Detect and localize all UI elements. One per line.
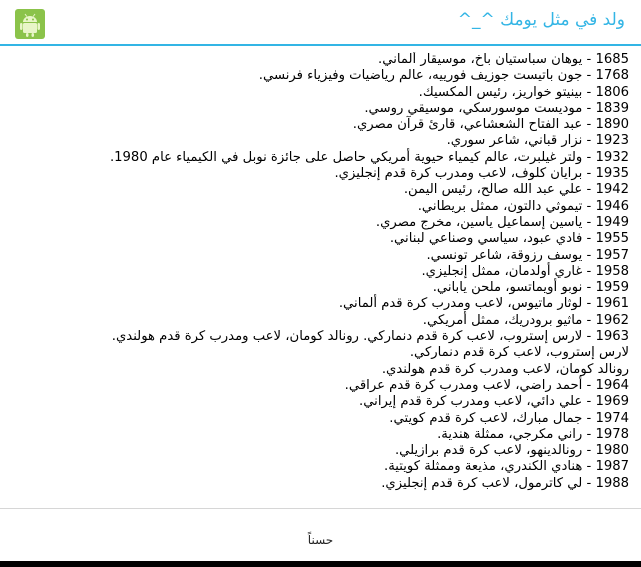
list-item: 1964 - أحمد راضي، لاعب ومدرب كرة قدم عراقي.	[344, 377, 629, 393]
list-item: 1949 - ياسين إسماعيل ياسين، مخرج مصري.	[375, 214, 629, 230]
list-item: 1890 - عبد الفتاح الشعشاعي، قارئ قرآن مصري.	[352, 117, 629, 133]
list-item: 1955 - فادي عبود، سياسي وصناعي لبناني.	[389, 231, 629, 247]
android-icon	[14, 8, 46, 40]
system-nav-bar	[0, 561, 641, 567]
list-item: 1768 - جون باتيست جوزيف فورييه، عالم رياضيات وفيزياء فرنسي.	[258, 68, 629, 84]
ok-button-label: حسناً	[307, 533, 334, 547]
entries-scroll-area[interactable]	[0, 52, 641, 504]
list-item: 1963 - لارس إستروب، لاعب كرة قدم دنماركي. رونالد كومان، لاعب ومدرب كرة قدم هولندي.	[111, 329, 629, 345]
list-item: 1961 - لوثار ماتيوس، لاعب ومدرب كرة قدم ألماني.	[338, 296, 629, 312]
list-item: 1806 - بينيتو خواريز، رئيس المكسيك.	[418, 84, 629, 100]
list-item: 1839 - موديست موسورسكي، موسيقي روسي.	[364, 100, 629, 116]
list-item: 1958 - غاري أولدمان، ممثل إنجليزي.	[421, 263, 629, 279]
list-item: 1935 - برايان كلوف، لاعب ومدرب كرة قدم إنجليزي.	[334, 166, 629, 182]
ok-button[interactable]	[0, 509, 641, 557]
list-item: 1923 - نزار قباني، شاعر سوري.	[446, 133, 629, 149]
list-item: 1980 - رونالدينهو، لاعب كرة قدم برازيلي.	[394, 443, 629, 459]
list-item: 1932 - ولتر غيلبرت، عالم كيمياء حيوية أمريكي حاصل على جائزة نوبل في الكيمياء عام 1980.	[109, 149, 629, 165]
list-item: 1962 - ماثيو برودريك، ممثل أمريكي.	[422, 312, 629, 328]
list-item: 1988 - لي كاترمول، لاعب كرة قدم إنجليزي.	[381, 475, 629, 491]
dialog-title: ولد في مثل يومك ^_^	[457, 10, 625, 30]
list-item: 1969 - علي دائي، لاعب ومدرب كرة قدم إيراني.	[359, 394, 629, 410]
list-item: 1978 - راني مكرجي، ممثلة هندية.	[437, 426, 629, 442]
title-divider	[0, 44, 641, 46]
list-item: لارس إستروب، لاعب كرة قدم دنماركي.	[409, 345, 629, 361]
title-bar	[0, 0, 641, 44]
list-item: 1942 - علي عبد الله صالح، رئيس اليمن.	[403, 182, 629, 198]
list-item: 1957 - يوسف رزوقة، شاعر تونسي.	[426, 247, 629, 263]
list-item: رونالد كومان، لاعب ومدرب كرة قدم هولندي.	[381, 361, 629, 377]
list-item: 1959 - نوبو أويماتسو، ملحن ياباني.	[432, 280, 629, 296]
list-item: 1946 - تيموثي دالتون، ممثل بريطاني.	[417, 198, 629, 214]
entries-list	[0, 52, 641, 492]
list-item: 1987 - هنادي الكندري، مذيعة وممثلة كويتية.	[384, 459, 629, 475]
list-item: 1685 - يوهان سباستيان باخ، موسيقار ألماني.	[378, 52, 629, 67]
list-item: 1974 - جمال مبارك، لاعب كرة قدم كويتي.	[389, 410, 629, 426]
